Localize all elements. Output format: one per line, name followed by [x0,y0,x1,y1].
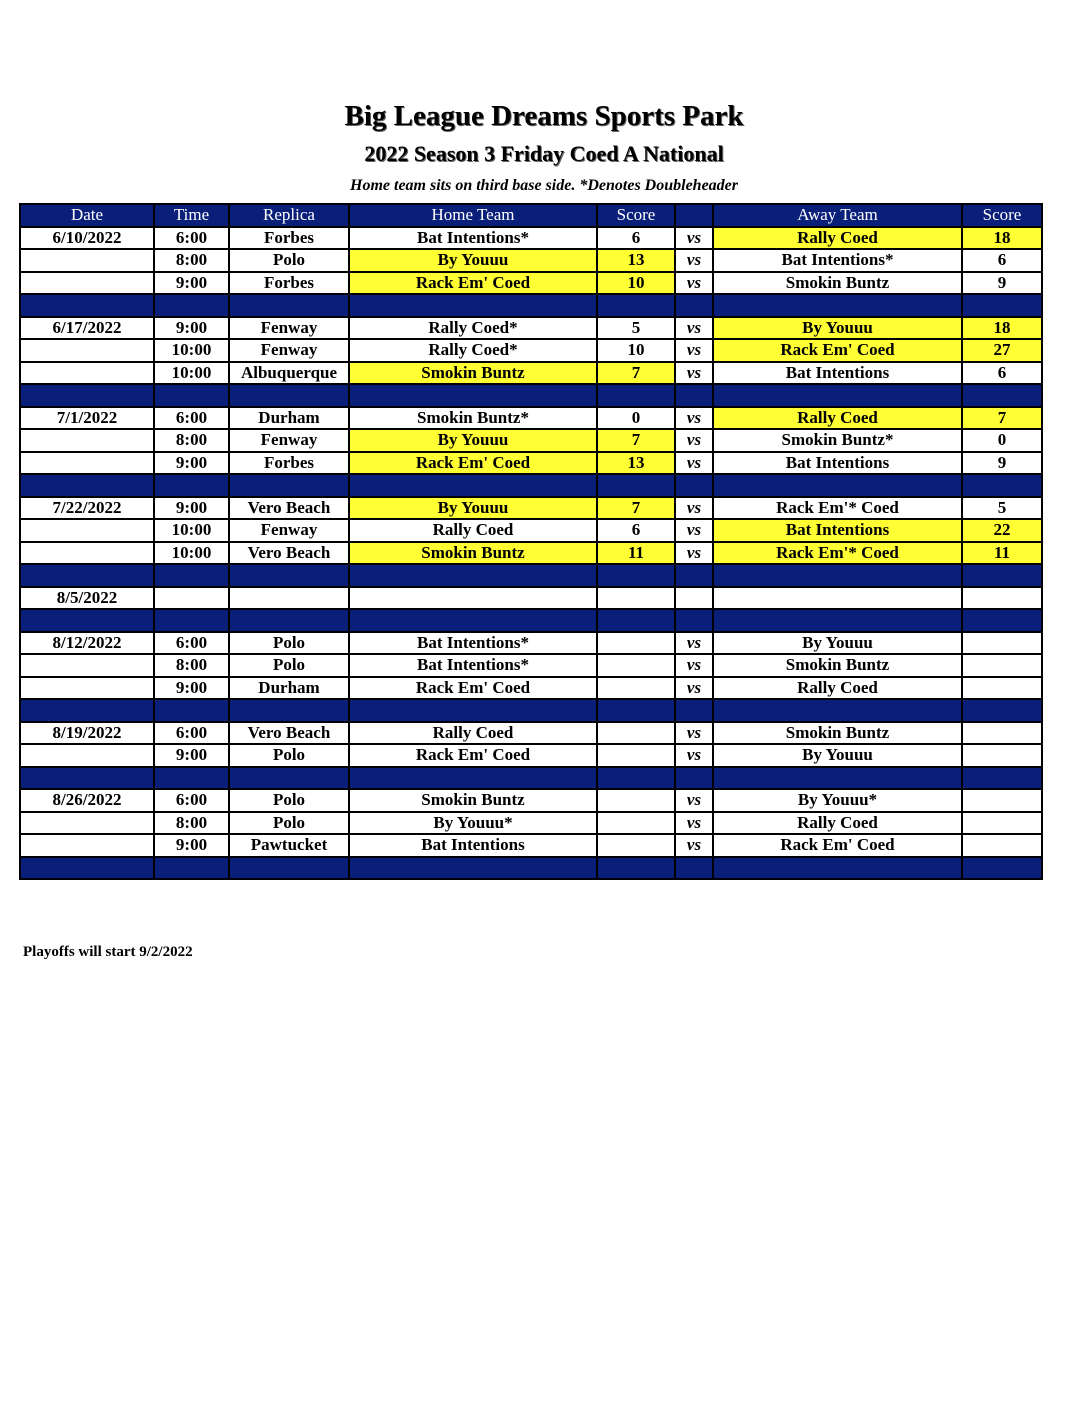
away-team-cell: Bat Intentions [713,519,962,542]
table-row [20,722,1042,745]
home-score-cell: 7 [597,429,675,452]
replica-cell: Polo [229,632,349,655]
vs-cell: vs [675,272,713,295]
separator-cell [713,564,962,587]
vs-cell: vs [675,744,713,767]
separator-cell [20,699,154,722]
vs-cell: vs [675,497,713,520]
separator-cell [675,767,713,790]
away-score-cell: 0 [962,429,1042,452]
separator-cell [229,857,349,880]
separator-cell [713,474,962,497]
away-score-cell [962,722,1042,745]
table-row [20,497,1042,520]
col-vs [675,204,713,227]
header-row [20,204,1042,227]
week-separator [20,384,1042,407]
away-team-cell: By Youuu [713,632,962,655]
separator-cell [597,699,675,722]
away-team-cell: Rack Em'* Coed [713,497,962,520]
away-score-cell [962,789,1042,812]
table-row [20,272,1042,295]
separator-cell [349,384,597,407]
away-team-cell: Bat Intentions* [713,249,962,272]
separator-cell [154,384,229,407]
date-cell: 8/12/2022 [20,632,154,655]
date-cell [20,677,154,700]
away-score-cell [962,587,1042,610]
replica-cell: Polo [229,812,349,835]
home-team-cell: Rack Em' Coed [349,272,597,295]
separator-cell [154,294,229,317]
separator-cell [713,294,962,317]
replica-cell: Forbes [229,452,349,475]
replica-cell: Fenway [229,429,349,452]
vs-cell: vs [675,654,713,677]
home-team-cell: Rally Coed [349,722,597,745]
table-row [20,542,1042,565]
replica-cell: Forbes [229,227,349,250]
separator-cell [154,699,229,722]
table-row [20,677,1042,700]
away-score-cell: 7 [962,407,1042,430]
separator-cell [962,564,1042,587]
away-team-cell: Rack Em'* Coed [713,542,962,565]
date-cell [20,834,154,857]
col-date: Date [20,204,154,227]
away-team-cell: Rack Em' Coed [713,339,962,362]
time-cell: 6:00 [154,632,229,655]
date-cell [20,429,154,452]
separator-cell [20,857,154,880]
vs-cell: vs [675,317,713,340]
separator-cell [349,857,597,880]
week-separator [20,857,1042,880]
replica-cell: Vero Beach [229,542,349,565]
home-team-cell: By Youuu [349,497,597,520]
doubleheader-note: Home team sits on third base side. *Denotes Doubleheader [350,177,738,194]
separator-cell [962,384,1042,407]
separator-cell [154,857,229,880]
date-cell: 7/1/2022 [20,407,154,430]
week-separator [20,699,1042,722]
table-row [20,744,1042,767]
home-score-cell: 10 [597,272,675,295]
separator-cell [20,384,154,407]
away-team-cell: By Youuu* [713,789,962,812]
home-team-cell: Rally Coed* [349,339,597,362]
home-score-cell: 11 [597,542,675,565]
home-score-cell: 0 [597,407,675,430]
table-row [20,789,1042,812]
time-cell: 10:00 [154,519,229,542]
away-score-cell [962,632,1042,655]
away-team-cell: Rally Coed [713,227,962,250]
separator-cell [675,294,713,317]
away-score-cell: 9 [962,452,1042,475]
date-cell [20,654,154,677]
date-cell [20,542,154,565]
table-row [20,339,1042,362]
separator-cell [349,564,597,587]
away-score-cell [962,654,1042,677]
vs-cell: vs [675,722,713,745]
home-score-cell [597,654,675,677]
separator-cell [597,384,675,407]
home-score-cell [597,812,675,835]
separator-cell [154,474,229,497]
separator-cell [713,767,962,790]
away-team-cell [713,587,962,610]
table-row [20,317,1042,340]
vs-cell: vs [675,407,713,430]
time-cell: 9:00 [154,744,229,767]
table-row [20,227,1042,250]
vs-cell: vs [675,362,713,385]
separator-cell [20,767,154,790]
home-team-cell: Bat Intentions [349,834,597,857]
date-cell [20,744,154,767]
table-row [20,429,1042,452]
vs-cell: vs [675,339,713,362]
away-team-cell: Smokin Buntz [713,272,962,295]
table-row [20,587,1042,610]
vs-cell [675,587,713,610]
date-cell [20,452,154,475]
replica-cell: Polo [229,654,349,677]
date-cell: 8/5/2022 [20,587,154,610]
date-cell [20,362,154,385]
week-separator [20,474,1042,497]
table-row [20,452,1042,475]
away-team-cell: Bat Intentions [713,452,962,475]
separator-cell [597,474,675,497]
table-row [20,362,1042,385]
table-row [20,249,1042,272]
week-separator [20,609,1042,632]
date-cell: 7/22/2022 [20,497,154,520]
separator-cell [154,609,229,632]
away-team-cell: Rally Coed [713,812,962,835]
separator-cell [349,609,597,632]
away-score-cell: 27 [962,339,1042,362]
away-score-cell: 11 [962,542,1042,565]
time-cell: 10:00 [154,362,229,385]
separator-cell [349,699,597,722]
time-cell: 9:00 [154,452,229,475]
away-score-cell [962,812,1042,835]
home-score-cell: 6 [597,519,675,542]
schedule-table [19,203,1043,880]
replica-cell: Polo [229,249,349,272]
vs-cell: vs [675,834,713,857]
vs-cell: vs [675,632,713,655]
replica-cell: Fenway [229,339,349,362]
schedule-body [20,227,1042,880]
vs-cell: vs [675,227,713,250]
time-cell [154,587,229,610]
separator-cell [675,384,713,407]
time-cell: 9:00 [154,317,229,340]
away-score-cell: 5 [962,497,1042,520]
away-team-cell: Smokin Buntz* [713,429,962,452]
separator-cell [713,384,962,407]
separator-cell [20,609,154,632]
vs-cell: vs [675,249,713,272]
separator-cell [229,384,349,407]
separator-cell [962,699,1042,722]
away-score-cell [962,834,1042,857]
separator-cell [597,857,675,880]
replica-cell: Durham [229,407,349,430]
home-score-cell: 13 [597,452,675,475]
table-row [20,519,1042,542]
separator-cell [229,699,349,722]
date-cell [20,339,154,362]
home-team-cell: By Youuu [349,249,597,272]
separator-cell [349,474,597,497]
home-team-cell: Rally Coed* [349,317,597,340]
home-score-cell: 10 [597,339,675,362]
col-replica: Replica [229,204,349,227]
table-row [20,834,1042,857]
separator-cell [20,474,154,497]
table-row [20,812,1042,835]
away-score-cell [962,744,1042,767]
time-cell: 9:00 [154,677,229,700]
away-score-cell: 6 [962,362,1042,385]
vs-cell: vs [675,789,713,812]
separator-cell [713,699,962,722]
home-score-cell [597,722,675,745]
replica-cell: Vero Beach [229,722,349,745]
time-cell: 8:00 [154,654,229,677]
time-cell: 9:00 [154,834,229,857]
home-team-cell: Smokin Buntz [349,789,597,812]
home-score-cell: 7 [597,497,675,520]
separator-cell [597,564,675,587]
away-team-cell: Smokin Buntz [713,722,962,745]
separator-cell [597,609,675,632]
home-score-cell: 13 [597,249,675,272]
separator-cell [349,767,597,790]
home-score-cell: 6 [597,227,675,250]
away-score-cell: 22 [962,519,1042,542]
separator-cell [675,474,713,497]
date-cell [20,249,154,272]
separator-cell [154,564,229,587]
time-cell: 8:00 [154,812,229,835]
week-separator [20,564,1042,587]
separator-cell [229,564,349,587]
vs-cell: vs [675,519,713,542]
time-cell: 10:00 [154,339,229,362]
separator-cell [20,564,154,587]
date-cell [20,272,154,295]
home-team-cell: Bat Intentions* [349,654,597,677]
time-cell: 8:00 [154,249,229,272]
vs-cell: vs [675,812,713,835]
date-cell: 8/26/2022 [20,789,154,812]
away-team-cell: Rally Coed [713,677,962,700]
home-team-cell [349,587,597,610]
time-cell: 8:00 [154,429,229,452]
separator-cell [597,294,675,317]
away-score-cell [962,677,1042,700]
week-separator [20,767,1042,790]
away-team-cell: Rally Coed [713,407,962,430]
separator-cell [154,767,229,790]
separator-cell [675,609,713,632]
separator-cell [675,564,713,587]
vs-cell: vs [675,677,713,700]
replica-cell: Pawtucket [229,834,349,857]
vs-cell: vs [675,429,713,452]
home-score-cell [597,677,675,700]
home-score-cell: 5 [597,317,675,340]
separator-cell [713,857,962,880]
time-cell: 9:00 [154,272,229,295]
replica-cell [229,587,349,610]
away-team-cell: By Youuu [713,744,962,767]
date-cell [20,812,154,835]
replica-cell: Forbes [229,272,349,295]
separator-cell [229,474,349,497]
separator-cell [962,294,1042,317]
separator-cell [597,767,675,790]
col-home-team: Home Team [349,204,597,227]
home-score-cell: 7 [597,362,675,385]
home-team-cell: Smokin Buntz [349,362,597,385]
home-team-cell: Bat Intentions* [349,227,597,250]
col-away-team: Away Team [713,204,962,227]
away-score-cell: 6 [962,249,1042,272]
home-team-cell: By Youuu [349,429,597,452]
col-time: Time [154,204,229,227]
separator-cell [349,294,597,317]
time-cell: 6:00 [154,407,229,430]
vs-cell: vs [675,452,713,475]
separator-cell [962,609,1042,632]
table-row [20,654,1042,677]
replica-cell: Albuquerque [229,362,349,385]
week-separator [20,294,1042,317]
replica-cell: Polo [229,744,349,767]
replica-cell: Durham [229,677,349,700]
date-cell: 6/10/2022 [20,227,154,250]
date-cell [20,519,154,542]
home-score-cell [597,632,675,655]
home-team-cell: Smokin Buntz* [349,407,597,430]
separator-cell [229,609,349,632]
away-team-cell: Rack Em' Coed [713,834,962,857]
home-team-cell: By Youuu* [349,812,597,835]
date-cell: 6/17/2022 [20,317,154,340]
home-score-cell [597,834,675,857]
home-team-cell: Rack Em' Coed [349,744,597,767]
replica-cell: Vero Beach [229,497,349,520]
separator-cell [229,294,349,317]
home-team-cell: Rally Coed [349,519,597,542]
away-score-cell: 9 [962,272,1042,295]
home-team-cell: Rack Em' Coed [349,677,597,700]
away-team-cell: By Youuu [713,317,962,340]
separator-cell [675,857,713,880]
date-cell: 8/19/2022 [20,722,154,745]
away-score-cell: 18 [962,317,1042,340]
replica-cell: Fenway [229,317,349,340]
page-title: Big League Dreams Sports Park [344,100,744,132]
home-team-cell: Smokin Buntz [349,542,597,565]
separator-cell [229,767,349,790]
home-score-cell [597,789,675,812]
time-cell: 6:00 [154,789,229,812]
playoffs-note: Playoffs will start 9/2/2022 [23,944,193,960]
time-cell: 6:00 [154,722,229,745]
home-score-cell [597,744,675,767]
col-home-score: Score [597,204,675,227]
time-cell: 10:00 [154,542,229,565]
separator-cell [713,609,962,632]
page-subtitle: 2022 Season 3 Friday Coed A National [364,141,724,166]
separator-cell [962,767,1042,790]
separator-cell [20,294,154,317]
table-row [20,632,1042,655]
home-score-cell [597,587,675,610]
away-score-cell: 18 [962,227,1042,250]
away-team-cell: Smokin Buntz [713,654,962,677]
separator-cell [962,474,1042,497]
separator-cell [962,857,1042,880]
separator-cell [675,699,713,722]
time-cell: 9:00 [154,497,229,520]
table-row [20,407,1042,430]
col-away-score: Score [962,204,1042,227]
home-team-cell: Rack Em' Coed [349,452,597,475]
replica-cell: Fenway [229,519,349,542]
time-cell: 6:00 [154,227,229,250]
away-team-cell: Bat Intentions [713,362,962,385]
home-team-cell: Bat Intentions* [349,632,597,655]
replica-cell: Polo [229,789,349,812]
vs-cell: vs [675,542,713,565]
